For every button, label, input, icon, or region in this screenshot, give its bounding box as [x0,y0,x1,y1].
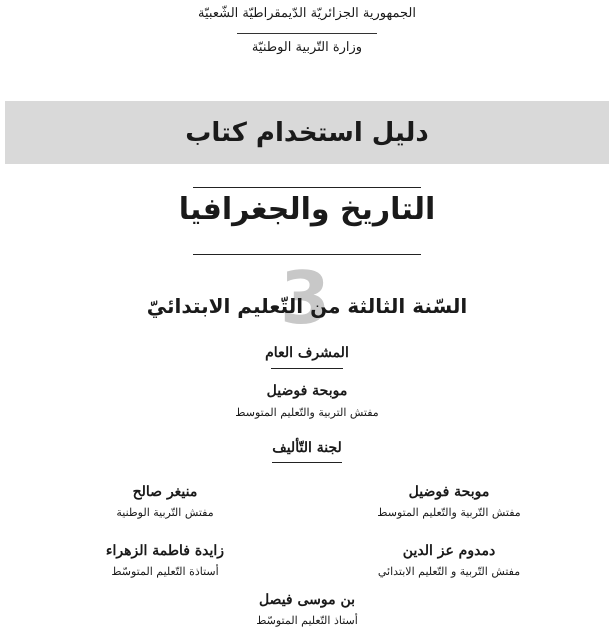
member-name: بن موسى فيصل [258,592,356,608]
supervisor-heading: المشرف العام [265,345,349,361]
committee-member [329,543,569,578]
subject-rule-bottom [193,254,421,255]
member-role: مفتش التّربية الوطنية [116,506,214,519]
ministry-name: وزارة التّربية الوطنيّة [251,40,363,55]
grade-level: السّنة الثالثة من التّعليم الابتدائيّ [146,294,468,318]
subject-rule-top [193,187,421,188]
supervisor-heading-underline [271,368,343,369]
committee-member [329,484,569,519]
header-divider [237,33,377,34]
member-name: زايدة فاطمة الزهراء [105,543,225,559]
committee-heading: لجنة التّأليف [272,440,342,456]
member-role: مفتش التّربية والتّعليم المتوسط [377,506,521,519]
committee-member [187,592,427,627]
member-name: دمدوم عز الدين [402,543,496,559]
republic-name: الجمهورية الجزائريّة الدّيمقراطيّة الشّعبيّة [198,6,416,21]
supervisor-role: مفتش التربية والتّعليم المتوسط [235,406,379,419]
member-role: مفتش التّربية و التّعليم الابتدائي [377,565,521,578]
member-name: موبحة فوضيل [408,484,490,500]
subject-title: التاريخ والجغرافيا [178,192,436,227]
committee-heading-underline [272,462,342,463]
supervisor-name: موبحة فوضيل [266,383,348,399]
member-role: أستاذة التّعليم المتوسّط [111,565,219,578]
guide-title: دليل استخدام كتاب [185,118,429,148]
member-name: منيغر صالح [132,484,198,500]
committee-member [45,543,285,578]
member-role: أستاذ التّعليم المتوسّط [256,614,358,627]
grade-number: 3 [279,256,331,340]
committee-member [45,484,285,519]
